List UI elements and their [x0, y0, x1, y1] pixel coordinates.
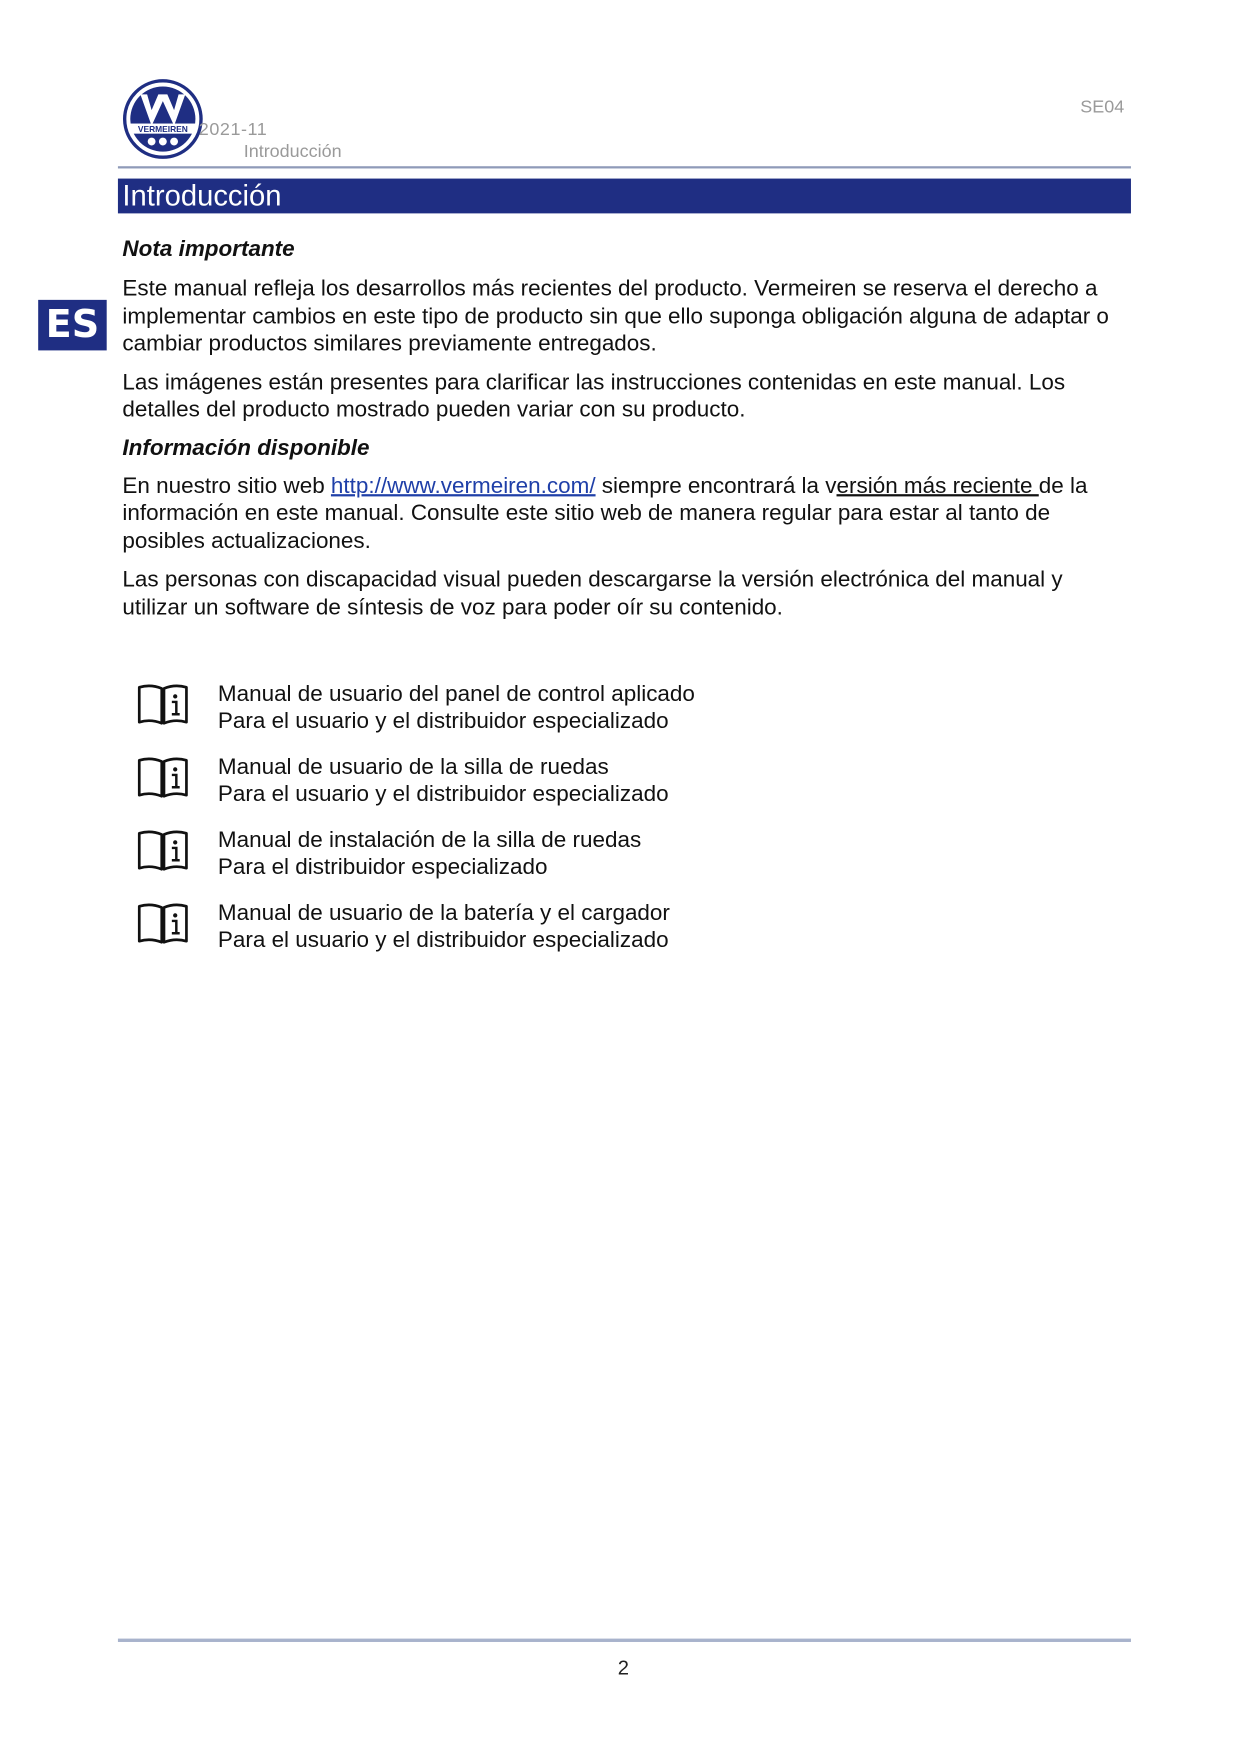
manual-item	[137, 754, 923, 827]
header-code: SE04	[1080, 97, 1125, 117]
important-note-paragraph: Este manual refleja los desarrollos más recientes del producto. Vermeiren se reserva el derecho a implementar cambios en este tipo de producto sin que ello suponga obligación alguna de adaptar o cambiar productos similares previamente entregados.	[122, 276, 1109, 357]
website-text-end: de la información en este manual. Consulte este sitio web de manera regular para estar al tanto de posibles actualizaciones.	[122, 473, 1088, 554]
page-title: Introducción	[122, 178, 282, 213]
accessibility-paragraph: Las personas con discapacidad visual pueden descargarse la versión electrónica del manual y utilizar un software de síntesis de voz para poder oír su contenido.	[122, 567, 1063, 620]
manual-text	[218, 900, 670, 954]
images-note-paragraph: Las imágenes están presentes para clarificar las instrucciones contenidas en este manual. Los detalles del producto mostrado pueden variar con su producto.	[122, 370, 1066, 423]
manual-info-icon	[137, 757, 189, 800]
manual-info-icon	[137, 903, 189, 946]
page-number: 2	[617, 1656, 629, 1680]
language-tab: ES	[38, 300, 107, 351]
manual-info-icon	[137, 684, 189, 727]
svg-text:VERMEIREN: VERMEIREN	[137, 123, 188, 134]
available-info-heading: Información disponible	[122, 435, 370, 460]
manual-text	[218, 827, 641, 881]
important-note-heading: Nota importante	[122, 236, 295, 262]
manual-audience: Para el usuario y el distribuidor especializado	[217, 927, 669, 953]
underlined-phrase: ersión más reciente	[836, 473, 1039, 499]
footer-divider	[118, 1639, 1131, 1642]
manual-audience: Para el distribuidor especializado	[217, 854, 548, 880]
vermeiren-logo	[122, 79, 203, 160]
manual-info-icon	[137, 830, 189, 873]
header-section: Introducción	[243, 142, 342, 162]
manual-item	[137, 827, 923, 900]
manuals-list	[137, 681, 923, 973]
website-link[interactable]: http://www.vermeiren.com/	[330, 473, 596, 499]
manual-text	[218, 681, 695, 735]
manual-title: Manual de usuario del panel de control aplicado	[217, 681, 695, 707]
manual-title: Manual de usuario de la silla de ruedas	[217, 754, 609, 780]
manual-audience: Para el usuario y el distribuidor especializado	[217, 708, 669, 734]
manual-item	[137, 681, 923, 754]
manual-audience: Para el usuario y el distribuidor especializado	[217, 781, 669, 807]
manual-title: Manual de instalación de la silla de ruedas	[217, 827, 642, 853]
manual-title: Manual de usuario de la batería y el cargador	[217, 900, 670, 926]
header-divider	[118, 166, 1131, 168]
website-paragraph	[122, 472, 1133, 555]
manual-text	[218, 754, 669, 808]
website-text-middle: siempre encontrará la v	[595, 473, 837, 499]
website-text-start: En nuestro sitio web	[122, 473, 331, 499]
title-bar	[118, 179, 1131, 214]
content-body	[122, 236, 1133, 621]
header-date: 2021-11	[198, 120, 268, 140]
manual-item	[137, 900, 923, 973]
